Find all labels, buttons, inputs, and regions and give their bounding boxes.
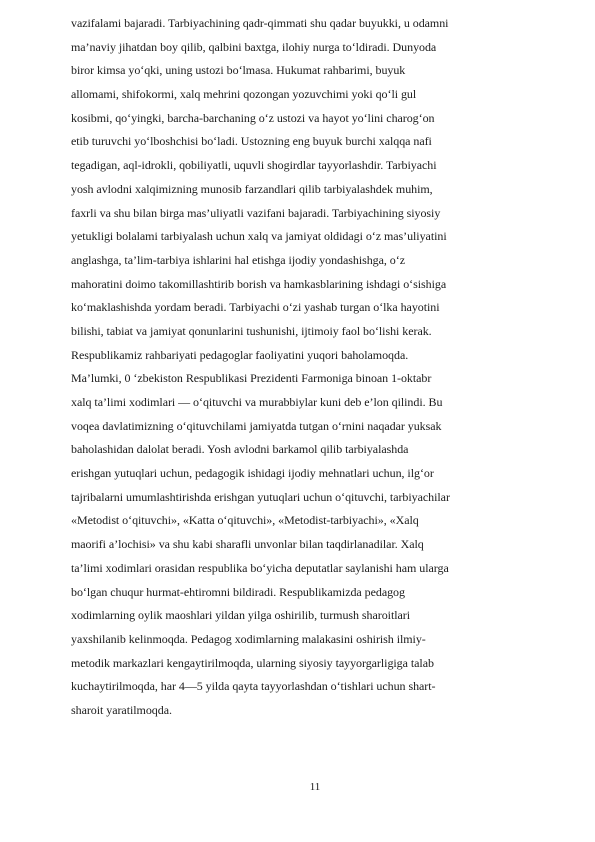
text-line: ko‘maklashishda yordam beradi. Tarbiyachi o‘zi yashab turgan o‘lka hayotini [71,300,440,315]
text-line: mahoratini doimo takomillashtirib borish va hamkasblarining ishdagi o‘sishiga [71,276,447,291]
text-line: sharoit yaratilmoqda. [71,702,172,717]
text-line: maorifi a’lochisi» va shu kabi sharafli unvonlar bilan taqdirlanadilar. Xalq [71,537,424,552]
text-line: ta’limi xodimlari orasidan respublika bo‘yicha deputatlar saylanishi ham ularga [71,560,449,575]
text-line: biror kimsa yo‘qki, uning ustozi bo‘lmasa. Hukumat rahbarimi, buyuk [71,63,406,78]
text-line: anglashga, ta’lim-tarbiya ishlarini hal etishga ijodiy yondashishga, o‘z [71,252,405,267]
body-paragraph [71,12,531,723]
text-line: Respublikamiz rahbariyati pedagoglar faoliyatini yuqori baholamoqda. [71,347,409,362]
text-line: metodik markazlari kengaytirilmoqda, ularning siyosiy tayyorgarligiga talab [71,655,434,670]
text-line: vazifalami bajaradi. Tarbiyachining qadr-qimmati shu qadar buyukki, u odamni [71,16,449,30]
text-line: yetukligi bolalami tarbiyalash uchun xalq va jamiyat oldidagi o‘z mas’uliyatini [71,229,447,244]
text-line: kosibmi, qo‘yingki, barcha-barchaning o‘z ustozi va hayot yo‘lini charog‘on [71,110,435,125]
text-line: Ma’lumki, 0 ‘zbekiston Respublikasi Prezidenti Farmoniga binoan 1-oktabr [71,371,432,386]
text-line: erishgan yutuqlari uchun, pedagogik ishidagi ijodiy mehnatlari uchun, ilg‘or [71,466,434,481]
page-number: 11 [309,781,321,793]
text-line: yaxshilanib kelinmoqda. Pedagog xodimlarning malakasini oshirish ilmiy- [71,631,426,646]
text-line: faxrli va shu bilan birga mas’uliyatli vazifani bajaradi. Tarbiyachining siyosiy [71,205,441,220]
text-line: kuchaytirilmoqda, har 4—5 yilda qayta tayyorlashdan o‘tishlari uchun shart- [71,679,436,694]
text-line: baholashidan dalolat beradi. Yosh avlodni barkamol qilib tarbiyalashda [71,442,409,457]
text-line: etib turuvchi yo‘lboshchisi bo‘ladi. Ustozning eng buyuk burchi xalqqa nafi [71,134,432,149]
text-line: bilishi, tabiat va jamiyat qonunlarini tushunishi, ijtimoiy faol bo‘lishi kerak. [71,323,432,338]
text-line: yosh avlodni xalqimizning munosib farzandlari qilib tarbiyalashdek muhim, [71,181,433,196]
text-line: voqea davlatimizning o‘qituvchilami jamiyatda tutgan o‘rnini naqadar yuksak [71,418,442,433]
text-line: bo‘lgan chuqur hurmat-ehtiromni bildiradi. Respublikamizda pedagog [71,584,405,599]
text-line: xalq ta’limi xodimlari — o‘qituvchi va murabbiylar kuni deb e’lon qilindi. Bu [71,395,443,409]
text-line: ma’naviy jihatdan boy qilib, qalbini baxtga, ilohiy nurga to‘ldiradi. Dunyoda [71,39,437,54]
text-line: xodimlarning oylik maoshlari yildan yilga oshirilib, turmush sharoitlari [71,608,411,623]
text-line: tajribalarni umumlashtirishda erishgan yutuqlari uchun o‘qituvchi, tarbiyachilar [71,489,450,504]
text-line: tegadigan, aql-idrokli, qobiliyatli, uquvli shogirdlar tayyorlashdir. Tarbiyachi [71,158,437,173]
text-line: allomami, shifokormi, xalq mehrini qozongan yozuvchimi yoki qo‘li gul [71,87,417,102]
text-line: «Metodist o‘qituvchi», «Katta o‘qituvchi», «Metodist-tarbiyachi», «Xalq [71,513,419,528]
